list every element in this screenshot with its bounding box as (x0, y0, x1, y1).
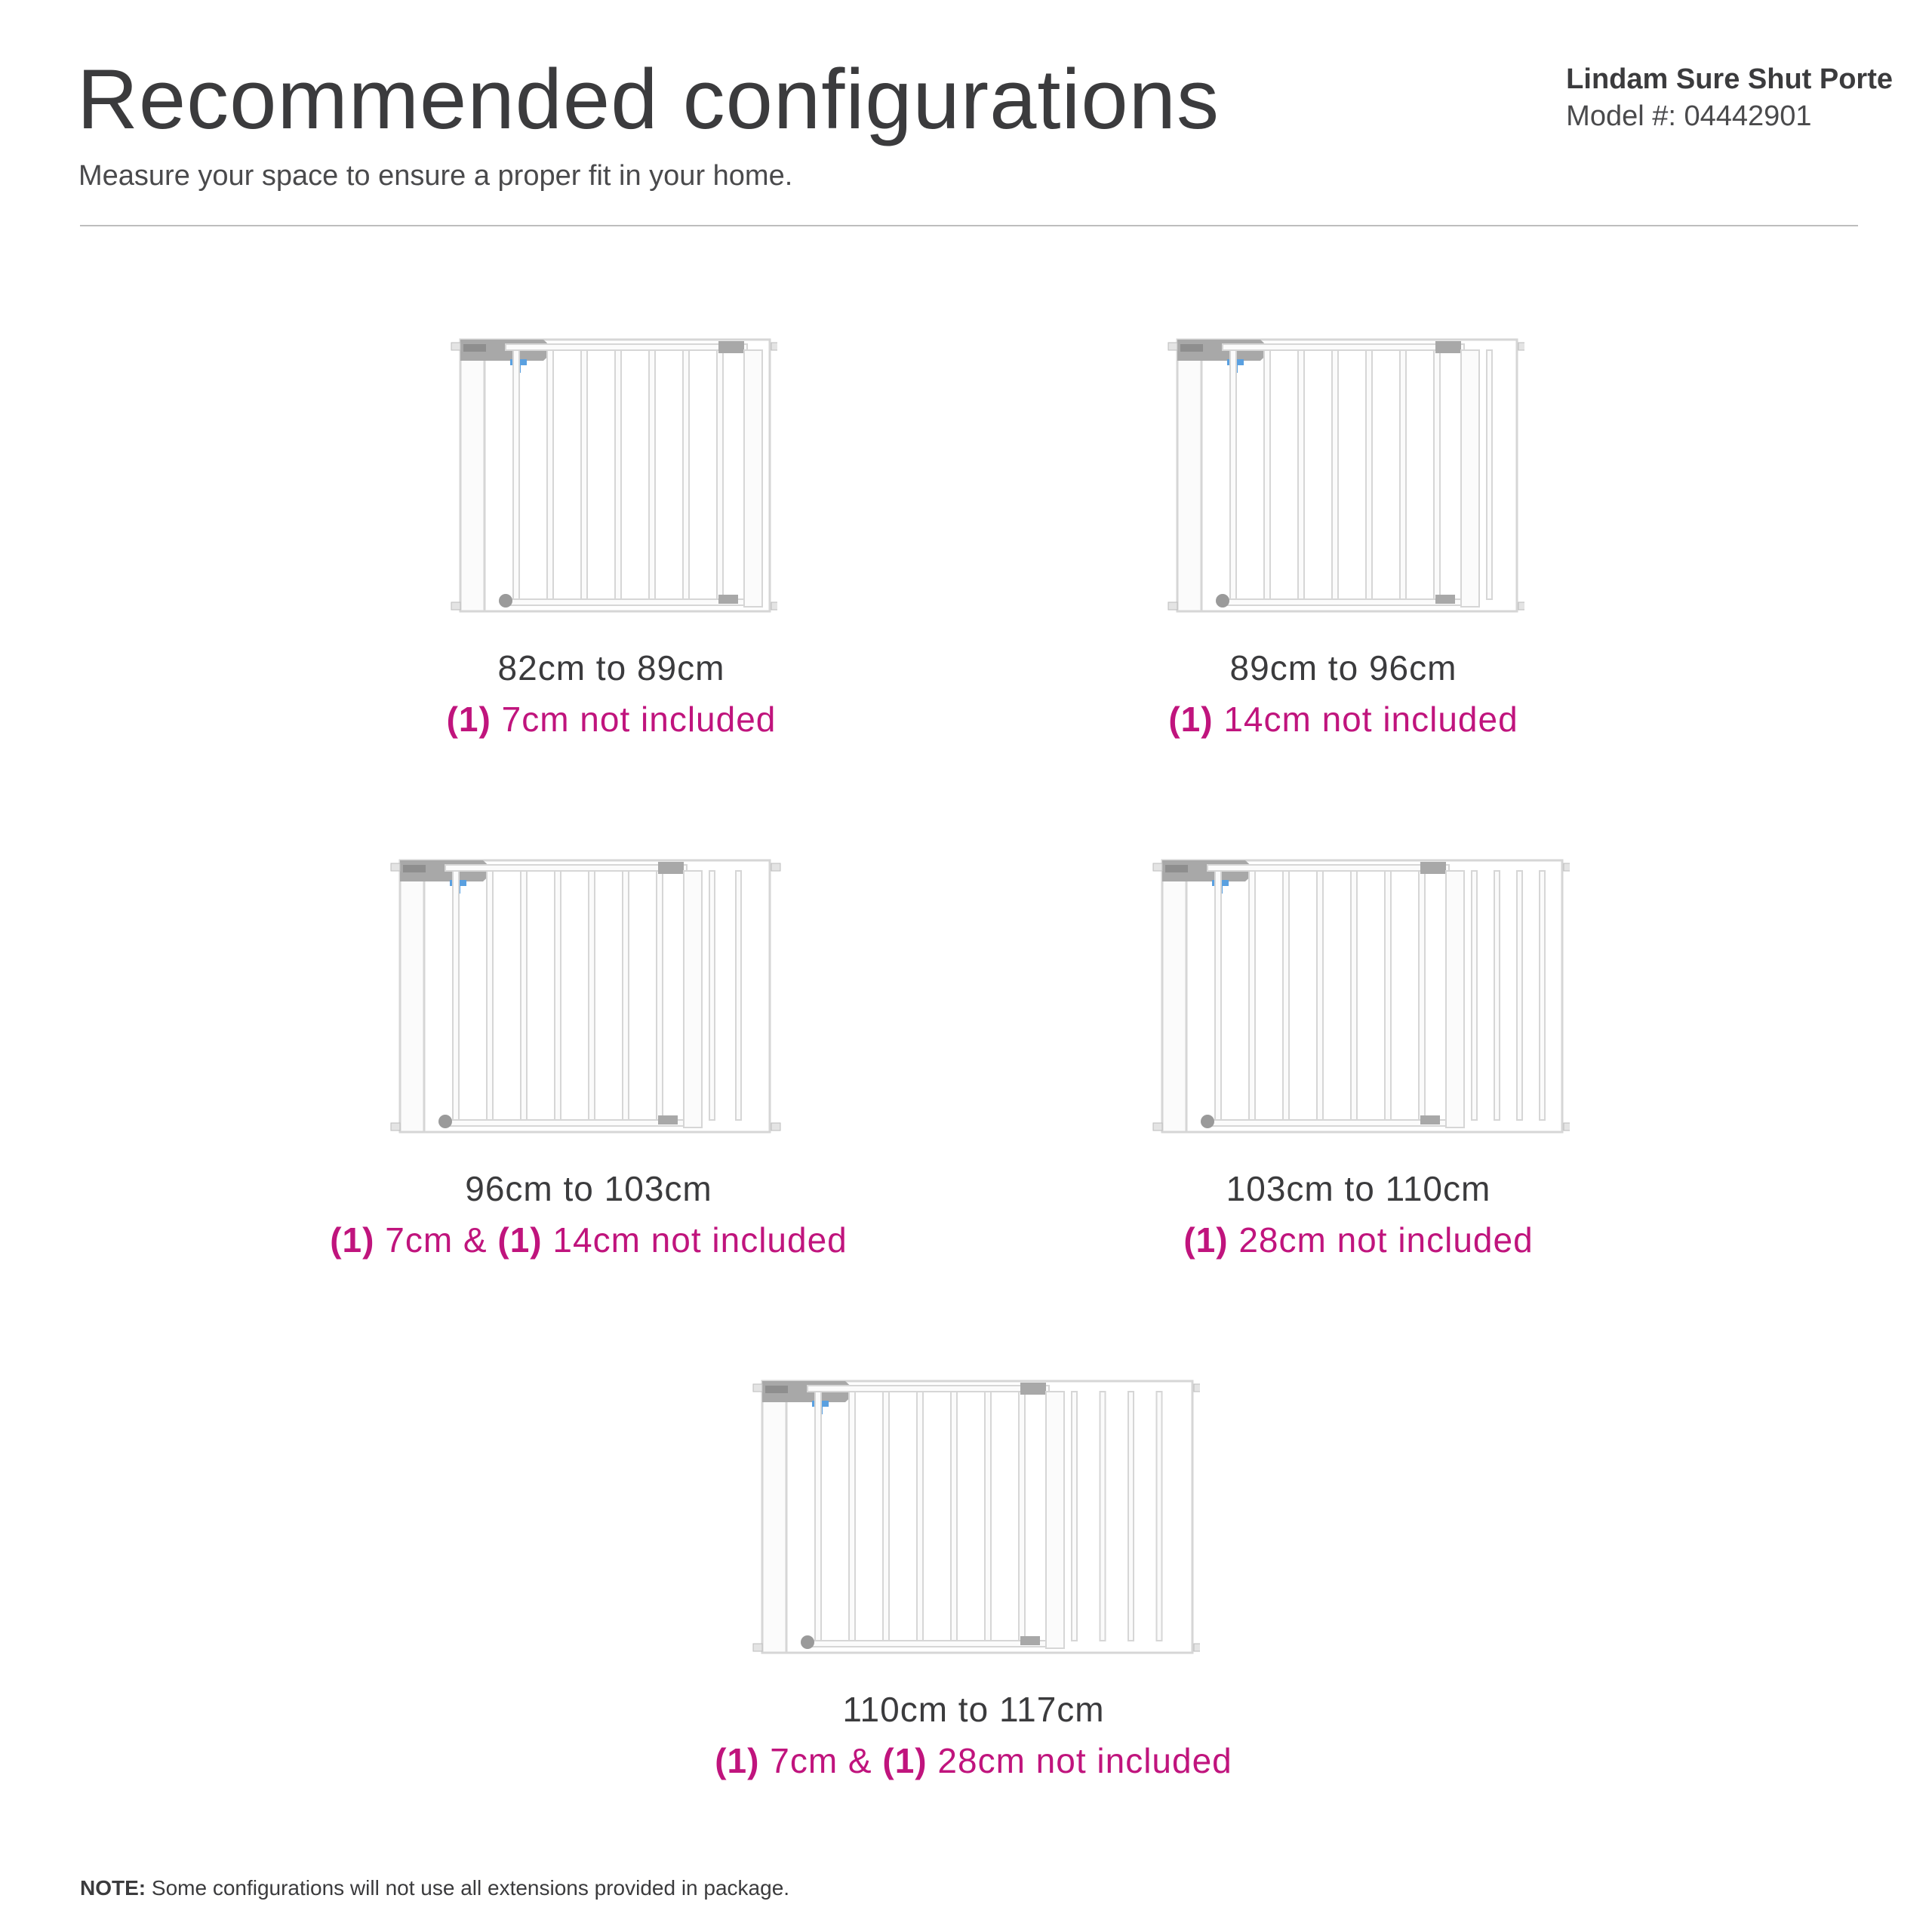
config-card (634, 1366, 1313, 1781)
config-range: 89cm to 96cm (1229, 648, 1457, 688)
gate-image (747, 1366, 1200, 1668)
config-extensions (1004, 699, 1683, 740)
extension-bar (709, 871, 715, 1120)
gate-bar (547, 350, 553, 599)
extension-text: 7cm & (374, 1220, 498, 1260)
extension-qty: (1) (330, 1220, 375, 1260)
gate-bar (521, 871, 527, 1120)
config-range: 103cm to 110cm (1226, 1169, 1491, 1208)
config-range: 110cm to 117cm (842, 1690, 1105, 1729)
gate-right-post (1446, 871, 1464, 1128)
gate-latch-icon (438, 1115, 452, 1128)
extension-text: 14cm not included (542, 1220, 848, 1260)
note-text: Some configurations will not use all extensions provided in package. (146, 1876, 790, 1900)
gate-bar (1215, 871, 1221, 1120)
gate-bottom-rail (506, 599, 747, 605)
gate-bottom-rail (445, 1120, 687, 1126)
gate-post (460, 340, 485, 611)
gate-hinge (1435, 341, 1461, 353)
lindam-logo (1180, 344, 1203, 352)
product-info (1566, 63, 1893, 133)
gate-spindle (771, 343, 777, 350)
page-subtitle: Measure your space to ensure a proper fit in your home. (78, 160, 793, 192)
gate-top-rail (1208, 865, 1449, 871)
extension-bar (1517, 871, 1522, 1120)
extension-bar (1472, 871, 1477, 1120)
config-card (272, 325, 951, 740)
gate-spindle (451, 343, 460, 350)
lindam-logo (765, 1386, 788, 1393)
gate-bottom-rail (808, 1641, 1049, 1647)
gate-post (400, 860, 424, 1132)
extension-bar (1157, 1392, 1162, 1641)
extension-qty: (1) (882, 1741, 928, 1780)
extension-bar (1128, 1392, 1134, 1641)
gate-bar (1419, 871, 1425, 1120)
gate-image (445, 325, 777, 626)
gate-spindle (771, 602, 777, 610)
gate-latch-icon (801, 1635, 814, 1649)
config-extensions (634, 1740, 1313, 1781)
config-card (1019, 845, 1698, 1260)
gate-post (1162, 860, 1186, 1132)
gate-hinge (1420, 1115, 1440, 1124)
gate-bar (815, 1392, 821, 1641)
gate-bar (1351, 871, 1357, 1120)
gate-bar (1332, 350, 1338, 599)
gate-bar (581, 350, 587, 599)
extension-qty: (1) (715, 1741, 760, 1780)
gate-bar (1385, 871, 1391, 1120)
lindam-logo (1165, 865, 1188, 872)
gate-right-post (684, 871, 702, 1128)
gate-bar (951, 1392, 957, 1641)
gate-image (385, 845, 792, 1147)
gate-post (1177, 340, 1201, 611)
extension-text: 7cm not included (491, 700, 777, 739)
gate-hinge (1020, 1636, 1040, 1645)
gate-top-rail (1223, 344, 1464, 350)
gate-bottom-rail (1223, 599, 1464, 605)
gate-bar (623, 871, 629, 1120)
gate-bar (615, 350, 621, 599)
gate-spindle (771, 863, 780, 871)
gate-bar (555, 871, 561, 1120)
gate-spindle (1564, 863, 1570, 871)
gate-spindle (1518, 602, 1524, 610)
gate-spindle (451, 602, 460, 610)
gate-spindle (391, 863, 400, 871)
gate-bar (1400, 350, 1406, 599)
gate-spindle (753, 1644, 762, 1651)
gate-spindle (1168, 602, 1177, 610)
gate-hinge (658, 1115, 678, 1124)
gate-right-post (1046, 1392, 1064, 1648)
gate-image (1162, 325, 1524, 626)
gate-hinge (1420, 862, 1446, 874)
extension-qty: (1) (497, 1220, 543, 1260)
config-extensions (249, 1220, 928, 1260)
gate-top-rail (808, 1386, 1049, 1392)
extension-text: 28cm not included (927, 1741, 1232, 1780)
gate-hinge (718, 595, 738, 604)
gate-hinge (1020, 1383, 1046, 1395)
gate-spindle (771, 1123, 780, 1131)
gate-bar (1249, 871, 1255, 1120)
product-model: Model #: 04442901 (1566, 100, 1812, 132)
config-extensions (1019, 1220, 1698, 1260)
gate-post (762, 1381, 786, 1653)
gate-spindle (391, 1123, 400, 1131)
extension-qty: (1) (446, 700, 491, 739)
extension-text: 28cm not included (1228, 1220, 1534, 1260)
gate-hinge (718, 341, 744, 353)
config-range: 96cm to 103cm (465, 1169, 712, 1208)
gate-bar (1019, 1392, 1025, 1641)
gate-hinge (1435, 595, 1455, 604)
gate-bar (1366, 350, 1372, 599)
gate-bar (453, 871, 459, 1120)
extension-bar (1072, 1392, 1077, 1641)
page-title: Recommended configurations (77, 52, 1220, 146)
gate-bar (513, 350, 519, 599)
gate-bar (1283, 871, 1289, 1120)
extension-qty: (1) (1183, 1220, 1229, 1260)
gate-frame (1162, 860, 1562, 1132)
gate-spindle (753, 1384, 762, 1392)
gate-bar (1317, 871, 1323, 1120)
product-name: Lindam Sure Shut Porte (1566, 63, 1893, 95)
gate-bar (883, 1392, 889, 1641)
gate-bar (985, 1392, 991, 1641)
gate-bottom-rail (1208, 1120, 1449, 1126)
gate-hinge (658, 862, 684, 874)
extension-bar (1487, 350, 1492, 599)
gate-spindle (1518, 343, 1524, 350)
extension-qty: (1) (1168, 700, 1214, 739)
extension-bar (1494, 871, 1500, 1120)
gate-bar (849, 1392, 855, 1641)
gate-bar (1434, 350, 1440, 599)
extension-bar (1540, 871, 1545, 1120)
gate-spindle (1153, 863, 1162, 871)
note-label: NOTE: (80, 1876, 146, 1900)
gate-latch-icon (499, 594, 512, 608)
gate-bar (1298, 350, 1304, 599)
gate-bar (649, 350, 655, 599)
gate-right-post (744, 350, 762, 607)
gate-bar (917, 1392, 923, 1641)
gate-spindle (1153, 1123, 1162, 1131)
config-range: 82cm to 89cm (497, 648, 725, 688)
gate-latch-icon (1216, 594, 1229, 608)
extension-text: 14cm not included (1213, 700, 1518, 739)
gate-bar (1230, 350, 1236, 599)
gate-bar (589, 871, 595, 1120)
gate-spindle (1168, 343, 1177, 350)
gate-right-post (1461, 350, 1479, 607)
extension-text: 7cm & (759, 1741, 883, 1780)
gate-top-rail (506, 344, 747, 350)
gate-latch-icon (1201, 1115, 1214, 1128)
config-extensions (272, 699, 951, 740)
extension-bar (1100, 1392, 1106, 1641)
gate-top-rail (445, 865, 687, 871)
gate-bar (683, 350, 689, 599)
lindam-logo (463, 344, 486, 352)
gate-image (1147, 845, 1570, 1147)
lindam-logo (403, 865, 426, 872)
gate-spindle (1194, 1384, 1200, 1392)
gate-bar (657, 871, 663, 1120)
gate-bar (487, 871, 493, 1120)
gate-bar (1264, 350, 1270, 599)
footnote (80, 1876, 789, 1900)
gate-spindle (1564, 1123, 1570, 1131)
header-divider (80, 225, 1858, 226)
gate-bar (717, 350, 723, 599)
config-card (1004, 325, 1683, 740)
config-card (249, 845, 928, 1260)
gate-spindle (1194, 1644, 1200, 1651)
extension-bar (736, 871, 741, 1120)
